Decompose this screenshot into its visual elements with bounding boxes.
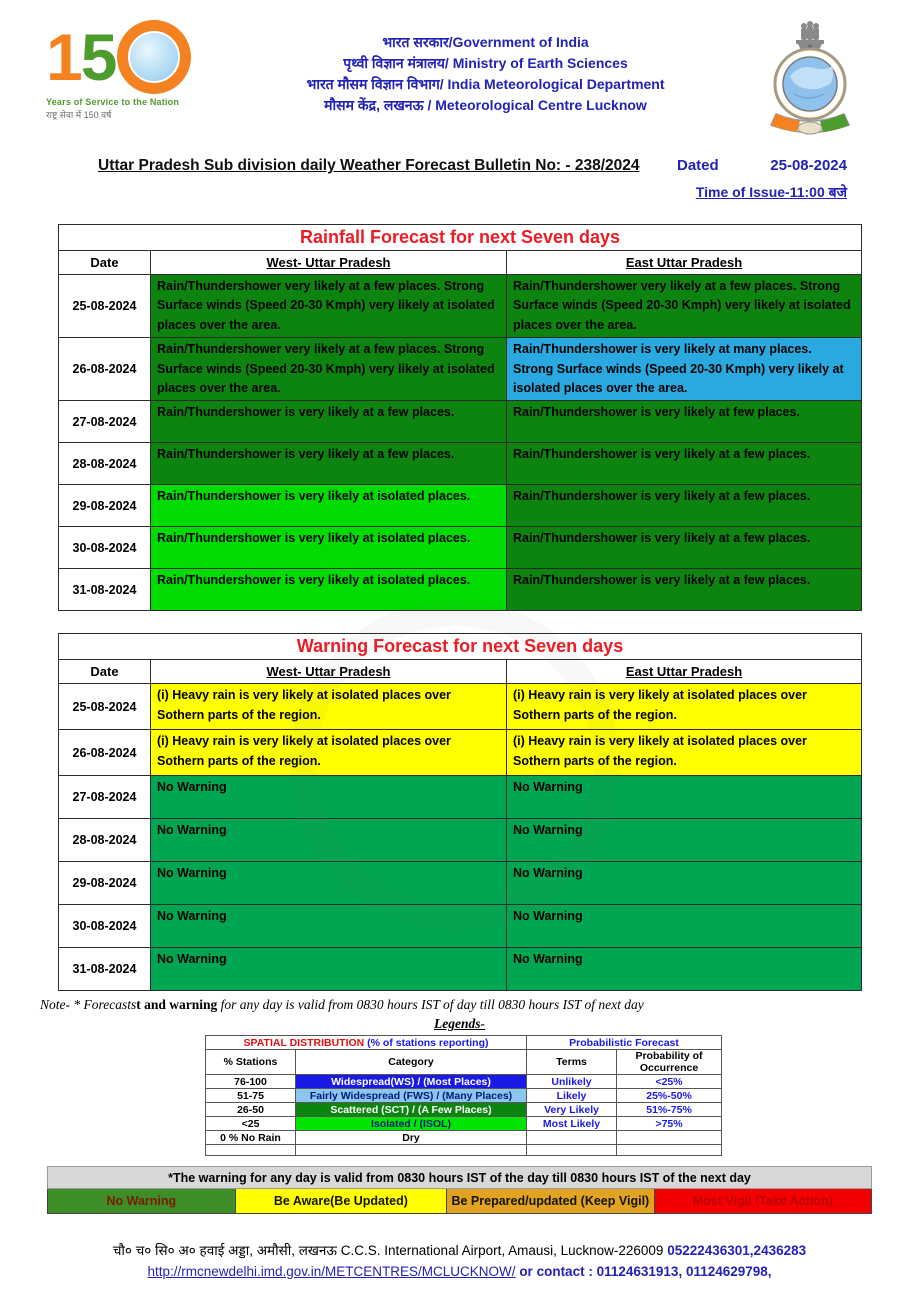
rainfall-col-date: Date (59, 251, 151, 275)
category-cell: Scattered (SCT) / (A Few Places) (296, 1103, 527, 1117)
ashoka-emblem-icon (796, 21, 824, 50)
empty-cell (527, 1131, 617, 1145)
stations-range: <25 (206, 1117, 296, 1131)
warning-cell-east: No Warning (507, 776, 862, 819)
warning-row (59, 684, 862, 730)
legend-col-category: Category (296, 1050, 527, 1075)
dated (677, 157, 847, 174)
warning-cell-west: No Warning (151, 905, 507, 948)
date-cell: 25-08-2024 (59, 684, 151, 730)
logo-digit-1: 1 (46, 20, 81, 94)
legend-col-probability: Probability of Occurrence (617, 1050, 722, 1075)
level-be-prepared: Be Prepared/updated (Keep Vigil) (447, 1189, 654, 1213)
stations-norain: 0 % No Rain (206, 1131, 296, 1145)
forecast-cell-west: Rain/Thundershower very likely at a few places. Strong Surface winds (Speed 20-30 Kmph) very likely at isolated places over the area. (151, 338, 507, 401)
forecast-cell-west: Rain/Thundershower is very likely at isolated places. (151, 527, 507, 569)
rainfall-row (59, 401, 862, 443)
warning-cell-west: No Warning (151, 819, 507, 862)
gov-line-imd: भारत मौसम विज्ञान विभाग/ India Meteorological Department (306, 76, 665, 92)
spatial-title: SPATIAL DISTRIBUTION (243, 1036, 365, 1049)
note-part3: for any day is valid from 0830 hours IST of day till 0830 hours IST of next day (217, 997, 644, 1013)
legends-heading: Legends- (434, 1016, 485, 1032)
term-cell: Likely (527, 1089, 617, 1103)
forecast-cell-east: Rain/Thundershower is very likely at a few places. (507, 443, 862, 485)
date-cell: 28-08-2024 (59, 443, 151, 485)
note-part1: Note- * Forecasts (40, 997, 137, 1013)
date-cell: 31-08-2024 (59, 569, 151, 611)
legend-row (206, 1089, 722, 1103)
warning-row (59, 776, 862, 819)
footer-contact-label: or contact : (519, 1264, 593, 1279)
footer-address-line (0, 1240, 919, 1261)
probability-cell: 25%-50% (617, 1089, 722, 1103)
rainfall-col-west: West- Uttar Pradesh (151, 251, 507, 275)
date-cell: 28-08-2024 (59, 819, 151, 862)
rainfall-row (59, 443, 862, 485)
level-most-vigil: Most Vigil (Take Action) (655, 1189, 871, 1213)
header (0, 0, 919, 145)
legend-row (206, 1075, 722, 1089)
legend-norain-row (206, 1131, 722, 1145)
date-cell: 31-08-2024 (59, 948, 151, 991)
warning-cell-east: (i) Heavy rain is very likely at isolated places over Sothern parts of the region. (507, 730, 862, 776)
warning-forecast-table (58, 633, 862, 991)
rainfall-row (59, 275, 862, 338)
warning-level-legend (47, 1189, 872, 1214)
gov-line-india: भारत सरकार/Government of India (382, 34, 589, 50)
legends-table (205, 1035, 722, 1156)
rainfall-col-east: East Uttar Pradesh (507, 251, 862, 275)
warning-table-title: Warning Forecast for next Seven days (59, 634, 862, 660)
warning-row (59, 819, 862, 862)
forecast-cell-east: Rain/Thundershower very likely at a few places. Strong Surface winds (Speed 20-30 Kmph) very likely at isolated places over the area. (507, 275, 862, 338)
forecast-cell-east: Rain/Thundershower is very likely at a few places. (507, 527, 862, 569)
forecast-cell-west: Rain/Thundershower is very likely at a few places. (151, 401, 507, 443)
legend-empty-row (206, 1145, 722, 1156)
forecast-cell-west: Rain/Thundershower is very likely at isolated places. (151, 569, 507, 611)
stations-range: 26-50 (206, 1103, 296, 1117)
rainfall-row (59, 338, 862, 401)
bulletin-title-row (0, 145, 919, 175)
probabilistic-forecast-header: Probabilistic Forecast (527, 1036, 722, 1050)
forecast-cell-west: Rain/Thundershower is very likely at a few places. (151, 443, 507, 485)
rainfall-row (59, 569, 862, 611)
legend-row (206, 1117, 722, 1131)
warning-col-west: West- Uttar Pradesh (151, 660, 507, 684)
footer-website-link[interactable]: http://rmcnewdelhi.imd.gov.in/METCENTRES/MCLUCKNOW/ (147, 1264, 516, 1279)
warning-cell-east: No Warning (507, 905, 862, 948)
legend-col-terms: Terms (527, 1050, 617, 1075)
date-cell: 30-08-2024 (59, 527, 151, 569)
rainfall-forecast-table (58, 224, 862, 611)
rainfall-row (59, 527, 862, 569)
imd-150-years-logo (46, 20, 236, 145)
legend-col-stations: % Stations (206, 1050, 296, 1075)
warning-cell-west: No Warning (151, 948, 507, 991)
imd-emblem-icon (754, 20, 866, 140)
gov-line-centre: मौसम केंद्र, लखनऊ / Meteorological Centre Lucknow (324, 97, 647, 113)
forecast-cell-west: Rain/Thundershower very likely at a few places. Strong Surface winds (Speed 20-30 Kmph) very likely at isolated places over the area. (151, 275, 507, 338)
level-be-aware: Be Aware(Be Updated) (236, 1189, 448, 1213)
dated-label: Dated (677, 157, 719, 174)
footer (0, 1240, 919, 1282)
term-cell: Very Likely (527, 1103, 617, 1117)
stations-range: 51-75 (206, 1089, 296, 1103)
category-cell: Isolated / (ISOL) (296, 1117, 527, 1131)
footer-contact-line (0, 1261, 919, 1282)
warning-cell-west: No Warning (151, 776, 507, 819)
date-cell: 29-08-2024 (59, 485, 151, 527)
date-cell: 26-08-2024 (59, 338, 151, 401)
dated-value: 25-08-2024 (770, 157, 847, 174)
probability-cell: >75% (617, 1117, 722, 1131)
bulletin-title: Uttar Pradesh Sub division daily Weather Forecast Bulletin No: - 238/2024 (98, 157, 640, 174)
spatial-distribution-header (206, 1036, 527, 1050)
note-part2: t and warning (136, 997, 218, 1013)
forecast-cell-east: Rain/Thundershower is very likely at few places. (507, 401, 862, 443)
empty-cell (617, 1131, 722, 1145)
probability-cell: 51%-75% (617, 1103, 722, 1117)
warning-row (59, 905, 862, 948)
footer-phones: 01124631913, 01124629798, (596, 1264, 772, 1279)
warning-cell-east: No Warning (507, 819, 862, 862)
warning-row (59, 862, 862, 905)
footer-phone-primary: 05222436301,2436283 (667, 1243, 807, 1258)
time-of-issue: Time of Issue-11:00 बजे (695, 184, 847, 200)
forecast-cell-west: Rain/Thundershower is very likely at isolated places. (151, 485, 507, 527)
warning-validity-bar: *The warning for any day is valid from 0830 hours IST of the day till 0830 hours IST of the next day (47, 1166, 872, 1189)
warning-col-date: Date (59, 660, 151, 684)
logo-digit-5: 5 (80, 20, 116, 94)
warning-row (59, 948, 862, 991)
spatial-subtitle: (% of stations reporting) (367, 1036, 489, 1049)
category-cell: Fairly Widespread (FWS) / (Many Places) (296, 1089, 527, 1103)
warning-cell-east: No Warning (507, 948, 862, 991)
footer-address-english: C.C.S. International Airport, Amausi, Lucknow-226009 (340, 1243, 664, 1258)
rainfall-table-title: Rainfall Forecast for next Seven days (59, 225, 862, 251)
forecast-cell-east: Rain/Thundershower is very likely at a few places. (507, 569, 862, 611)
globe-icon (128, 31, 180, 83)
forecast-cell-east: Rain/Thundershower is very likely at a few places. (507, 485, 862, 527)
footer-address-hindi: चौ० च० सि० अ० हवाई अड्डा, अमौसी, लखनऊ (112, 1243, 337, 1258)
warning-cell-east: (i) Heavy rain is very likely at isolated places over Sothern parts of the region. (507, 684, 862, 730)
date-cell: 29-08-2024 (59, 862, 151, 905)
government-header-lines (236, 20, 735, 145)
logo-caption-en: Years of Service to the Nation (46, 97, 180, 107)
date-cell: 25-08-2024 (59, 275, 151, 338)
warning-col-east: East Uttar Pradesh (507, 660, 862, 684)
term-cell: Unlikely (527, 1075, 617, 1089)
warning-cell-east: No Warning (507, 862, 862, 905)
probability-cell: <25% (617, 1075, 722, 1089)
category-dry: Dry (296, 1131, 527, 1145)
logo-globe-ring (117, 20, 191, 94)
date-cell: 26-08-2024 (59, 730, 151, 776)
category-cell: Widespread(WS) / (Most Places) (296, 1075, 527, 1089)
forecast-cell-east: Rain/Thundershower is very likely at many places. Strong Surface winds (Speed 20-30 Kmph) very likely at isolated places over the area. (507, 338, 862, 401)
validity-note (40, 997, 919, 1013)
issue-row (0, 175, 919, 202)
level-no-warning: No Warning (48, 1189, 236, 1213)
stations-range: 76-100 (206, 1075, 296, 1089)
warning-cell-west: (i) Heavy rain is very likely at isolated places over Sothern parts of the region. (151, 730, 507, 776)
warning-cell-west: No Warning (151, 862, 507, 905)
date-cell: 27-08-2024 (59, 776, 151, 819)
date-cell: 27-08-2024 (59, 401, 151, 443)
legend-row (206, 1103, 722, 1117)
logo-caption-hi: राष्ट्र सेवा में 150 वर्ष (46, 110, 112, 120)
imd-emblem-logo (735, 20, 885, 145)
rainfall-row (59, 485, 862, 527)
warning-cell-west: (i) Heavy rain is very likely at isolated places over Sothern parts of the region. (151, 684, 507, 730)
gov-line-ministry: पृथ्वी विज्ञान मंत्रालय/ Ministry of Earth Sciences (343, 55, 628, 71)
warning-row (59, 730, 862, 776)
date-cell: 30-08-2024 (59, 905, 151, 948)
term-cell: Most Likely (527, 1117, 617, 1131)
